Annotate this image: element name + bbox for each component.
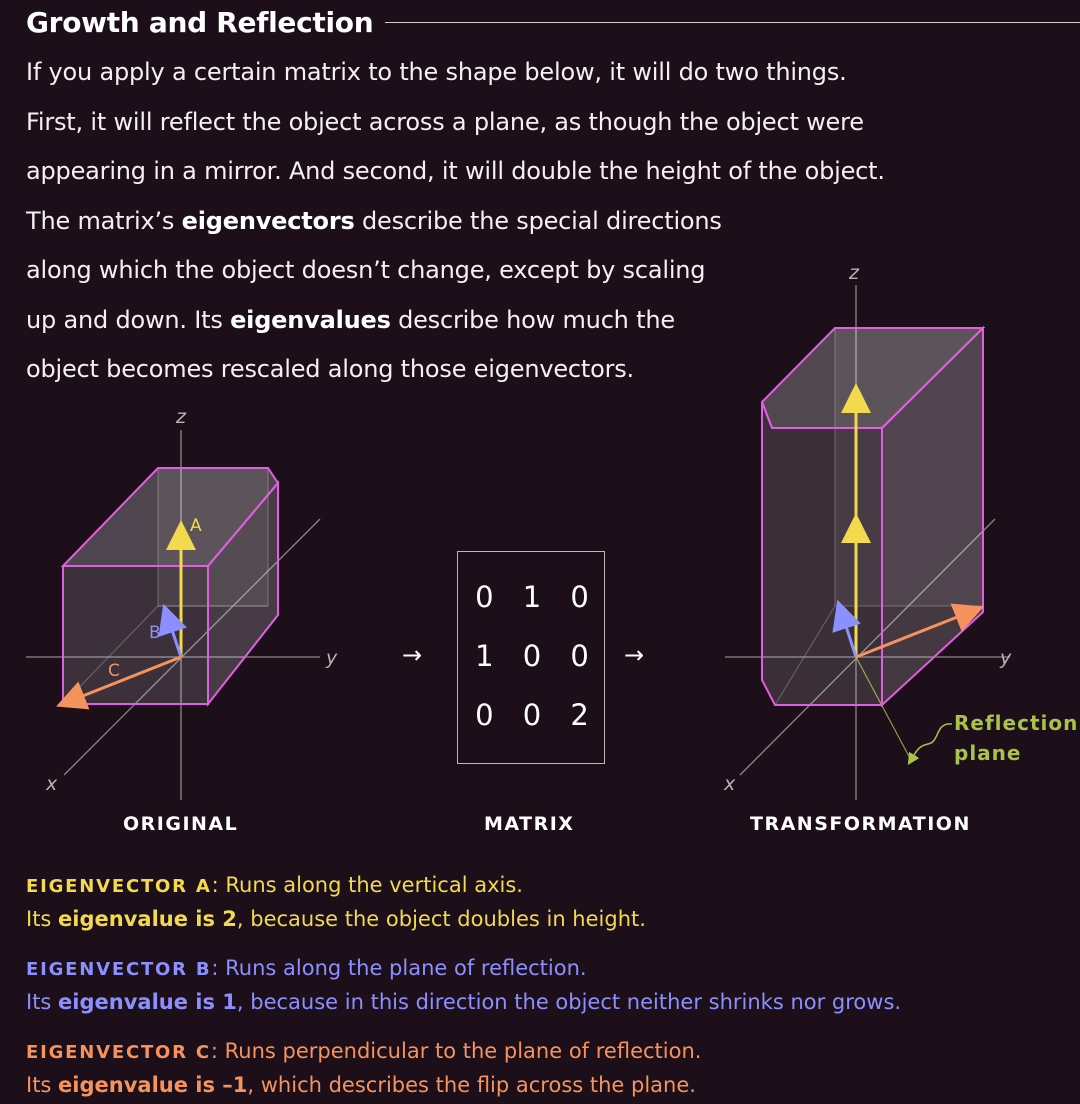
transform-x-label: x	[724, 773, 736, 795]
matrix-row: 0 0 2	[475, 698, 599, 732]
transform-y-label: y	[1000, 647, 1012, 669]
reflection-plane-label	[954, 708, 1078, 768]
reflection-label-line: plane	[954, 741, 1022, 765]
caption-original: ORIGINAL	[123, 813, 239, 835]
intro-text: The matrix’s	[26, 206, 182, 235]
eig-text: , because the object doubles in height.	[236, 907, 646, 931]
eigenvector-b-line1	[26, 952, 901, 986]
transform-z-label: z	[849, 262, 859, 284]
eigenvector-c-line2	[26, 1069, 701, 1102]
original-y-label: y	[326, 647, 338, 669]
intro-term-eigenvalues: eigenvalues	[230, 305, 391, 334]
eigenvalue-b: eigenvalue is 1	[58, 990, 237, 1014]
eig-text: , because in this direction the object neither shrinks nor grows.	[236, 990, 902, 1014]
original-diagram	[26, 406, 338, 800]
arrow-right-icon: →	[624, 641, 645, 669]
eig-text: Its	[26, 1073, 59, 1097]
vector-b-label: B	[149, 623, 161, 643]
arrow-right-icon: →	[402, 641, 423, 669]
eigenvector-c-heading: EIGENVECTOR C	[26, 1042, 211, 1063]
intro-line: object becomes rescaled along those eigenvectors.	[26, 355, 634, 383]
caption-transformation: TRANSFORMATION	[750, 813, 971, 835]
eigenvector-b-block	[26, 952, 901, 1019]
vector-a-label: A	[190, 516, 202, 536]
vector-c-label: C	[108, 661, 120, 681]
eigenvalue-a: eigenvalue is 2	[58, 907, 237, 931]
intro-term-eigenvectors: eigenvectors	[181, 206, 355, 235]
matrix-box	[457, 551, 605, 764]
eigenvalue-c: eigenvalue is –1	[58, 1073, 248, 1097]
intro-text: describe how much the	[390, 305, 675, 334]
eigenvector-b-desc: : Runs along the plane of reflection.	[211, 956, 587, 980]
eigenvector-a-block	[26, 869, 646, 936]
intro-text: up and down. Its	[26, 305, 231, 334]
intro-line: appearing in a mirror. And second, it will double the height of the object.	[26, 157, 885, 185]
caption-matrix: MATRIX	[484, 813, 575, 835]
reflection-label-line: Reflection	[954, 711, 1079, 735]
eigenvector-a-heading: EIGENVECTOR A	[26, 876, 212, 897]
original-x-label: x	[46, 773, 58, 795]
intro-line: If you apply a certain matrix to the shape below, it will do two things.	[26, 58, 847, 86]
reflection-pointer-arrow	[911, 724, 952, 760]
eigenvector-a-desc: : Runs along the vertical axis.	[211, 873, 523, 897]
matrix-row: 0 1 0	[475, 580, 599, 614]
eigenvector-a-line2	[26, 903, 646, 936]
page-title: Growth and Reflection	[26, 5, 374, 39]
eig-text: , which describes the flip across the plane.	[247, 1073, 696, 1097]
intro-line: First, it will reflect the object across a plane, as though the object were	[26, 107, 864, 136]
eigenvector-c-block	[26, 1035, 701, 1102]
eig-text: Its	[26, 990, 59, 1014]
original-z-label: z	[176, 406, 186, 428]
intro-line: along which the object doesn’t change, except by scaling	[26, 256, 706, 284]
eigenvector-b-line2	[26, 986, 901, 1019]
eigenvector-c-desc: : Runs perpendicular to the plane of reflection.	[210, 1039, 702, 1063]
intro-text: describe the special directions	[354, 206, 722, 235]
matrix-row: 1 0 0	[475, 639, 599, 673]
eig-text: Its	[26, 907, 59, 931]
eigenvector-a-line1	[26, 869, 646, 903]
eigenvector-c-line1	[26, 1035, 701, 1069]
eigenvector-b-heading: EIGENVECTOR B	[26, 959, 212, 980]
